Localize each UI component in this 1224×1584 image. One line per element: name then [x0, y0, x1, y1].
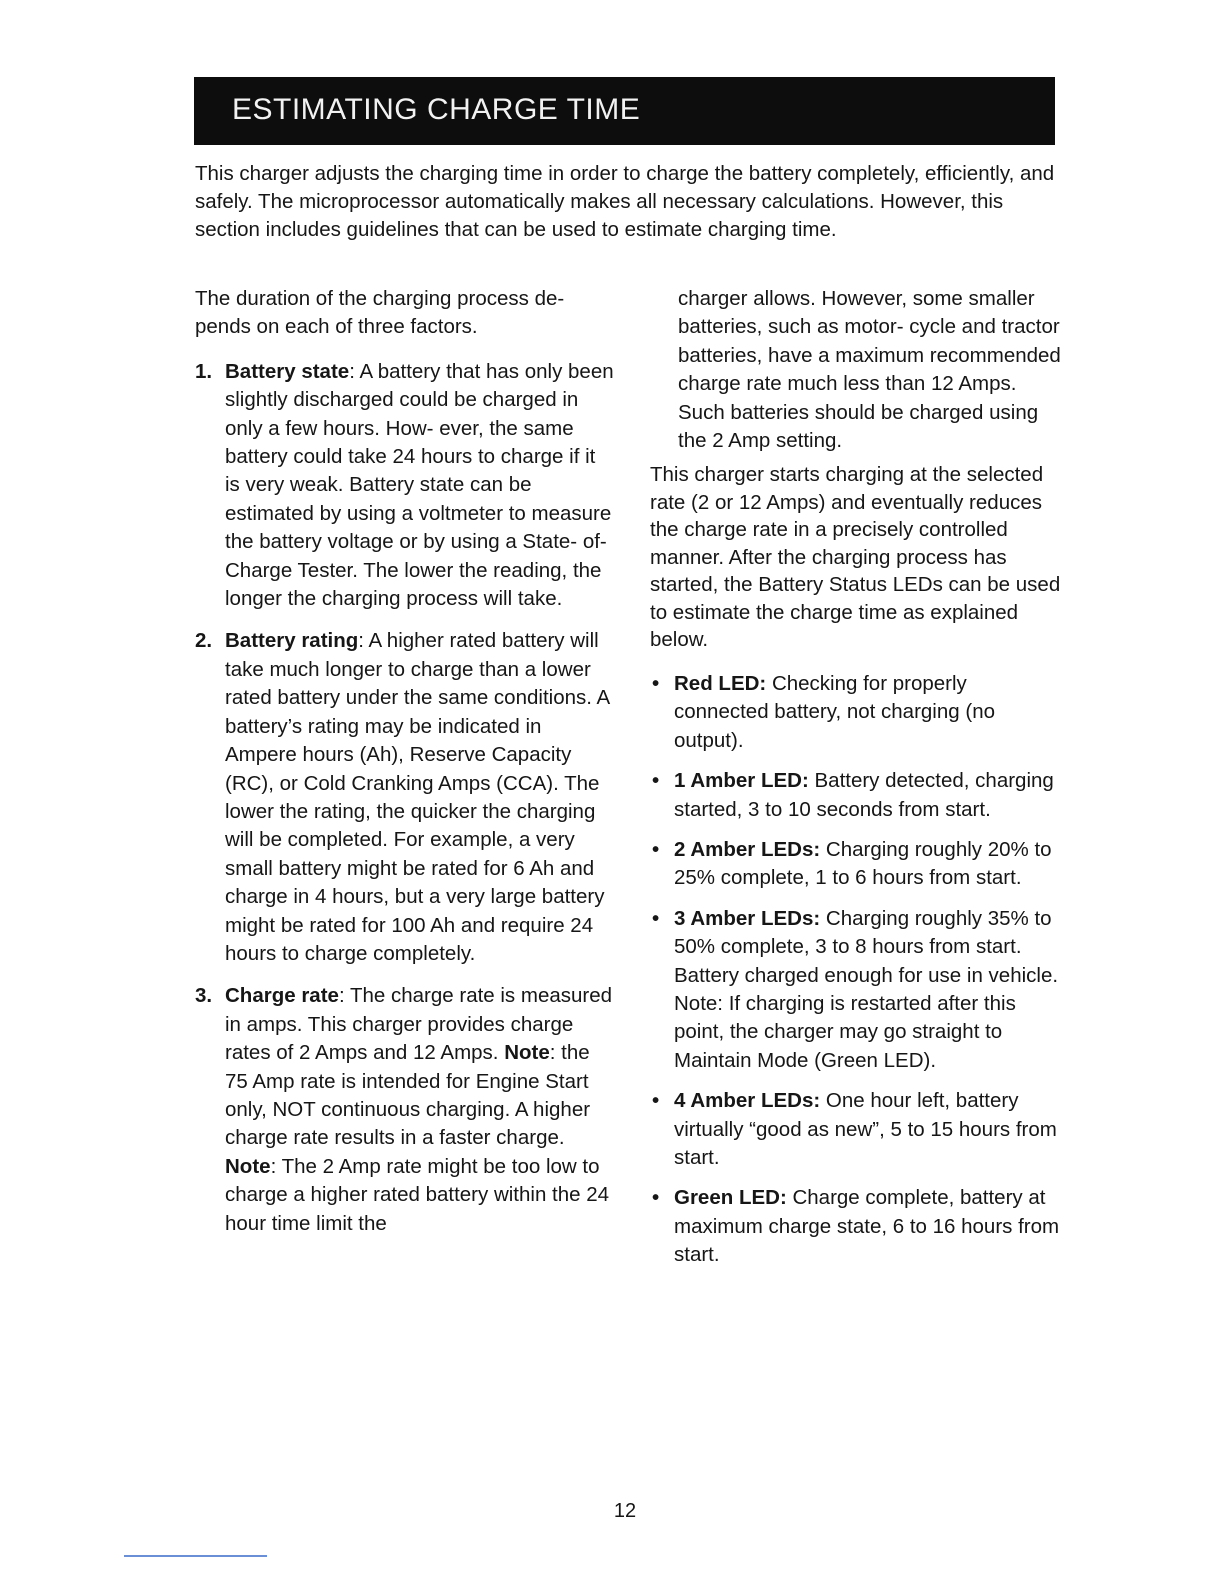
factor-number: 2. [195, 629, 213, 653]
continuation-paragraph: charger allows. However, some smaller batteries, such as motor- cycle and tractor batteries, have a maximum recommended charge rate much less than 12 Amps. Such batteries should be charged using the 2 Amp setting. [678, 287, 1061, 453]
factor-number: 3. [195, 984, 213, 1008]
factor-term: Battery rating [225, 629, 359, 653]
factor-text: The charge rate is measured in amps. This charger provides charge rates of 2 Amps and 12 Amps. [225, 984, 613, 1065]
right-column [650, 285, 1065, 1270]
bullet-icon: • [652, 769, 660, 793]
factor-text: : The 2 Amp rate might be too low to charge a higher rated battery within the 24 hour time limit the [225, 1154, 610, 1235]
note-label: Note [225, 1154, 271, 1178]
led-status-item [650, 836, 1065, 893]
factor-text: A higher rated battery will take much longer to charge than a lower rated battery under the same conditions. A battery’s rating may be indicated in Ampere hours (Ah), Reserve Capacity (RC), or Cold Cranking Amps (CCA). The lower the rating, the quicker the charging will be completed. For example, a very small battery might be rated for 6 Ah and charge in 4 hours, but a very large battery might be rated for 100 Ah and require 24 hours to charge completely. [225, 629, 610, 965]
factor-item [195, 358, 615, 614]
led-intro-paragraph: This charger starts charging at the selected rate (2 or 12 Amps) and eventually reduces the charge rate in a precisely controlled manner. After the charging process has started, the Battery Status LEDs can be used to estimate the charge time as explained below. [650, 463, 1061, 652]
factor-term: Battery state [225, 359, 350, 383]
factor-text: : the 75 Amp rate is intended for Engine Start only, NOT continuous charging. A higher charge rate results in a faster charge. [225, 1041, 591, 1150]
led-description: One hour left, battery virtually “good as new”, 5 to 15 hours from start. [674, 1089, 1057, 1170]
factor-text: A battery that has only been slightly discharged could be charged in only a few hours. How- ever, the same battery could take 24 hours to charge if it is very weak. Battery state can be estimated by using a voltmeter to measure the battery voltage or by using a State- of-Charge Tester. The lower the reading, the longer the charging process will take. [225, 359, 614, 611]
led-description: Charging roughly 20% to 25% complete, 1 to 6 hours from start. [674, 837, 1052, 890]
factor-separator: : [349, 359, 355, 383]
led-label: 2 Amber LEDs: [674, 837, 821, 861]
led-description: Charge complete, battery at maximum charge state, 6 to 16 hours from start. [674, 1186, 1060, 1267]
led-description: Charging roughly 35% to 50% complete, 3 to 8 hours from start. Battery charged enough for use in vehicle. Note: If charging is restarted after this point, the charger may go straight to Maintain Mode (Green LED). [674, 906, 1059, 1072]
factor-term: Charge rate [225, 984, 339, 1008]
note-label: Note [504, 1041, 550, 1065]
led-status-item [650, 1184, 1065, 1269]
led-label: 3 Amber LEDs: [674, 906, 821, 930]
led-status-item [650, 670, 1065, 755]
factors-lead: The duration of the charging process de- pends on each of three factors. [195, 287, 565, 339]
left-column [195, 285, 615, 1238]
factor-separator: : [358, 629, 364, 653]
bullet-icon: • [652, 906, 660, 930]
intro-paragraph: This charger adjusts the charging time in order to charge the battery completely, efficiently, and safely. The microprocessor automatically makes all necessary calculations. However, this section includes guidelines that can be used to estimate charging time. [195, 162, 1055, 241]
led-label: 4 Amber LEDs: [674, 1089, 821, 1113]
factor-item [195, 982, 615, 1238]
led-status-item [650, 1087, 1065, 1172]
page-number: 12 [613, 1500, 637, 1522]
footer-rule [124, 1555, 267, 1557]
led-description: Battery detected, charging started, 3 to 10 seconds from start. [674, 769, 1054, 821]
factor-separator: : [338, 984, 345, 1008]
bullet-icon: • [652, 1186, 660, 1210]
led-label: Green LED: [674, 1186, 787, 1210]
bullet-icon: • [652, 1089, 660, 1113]
bullet-icon: • [652, 837, 660, 861]
led-label: 1 Amber LED: [674, 769, 809, 793]
bullet-icon: • [652, 671, 660, 695]
factor-number: 1. [195, 359, 213, 383]
factor-item [195, 627, 615, 968]
led-label: Red LED: [674, 671, 767, 695]
led-description: Checking for properly connected battery, not charging (no output). [674, 671, 995, 752]
led-status-item [650, 767, 1065, 824]
section-title: ESTIMATING CHARGE TIME [232, 93, 641, 126]
led-status-item [650, 905, 1065, 1075]
